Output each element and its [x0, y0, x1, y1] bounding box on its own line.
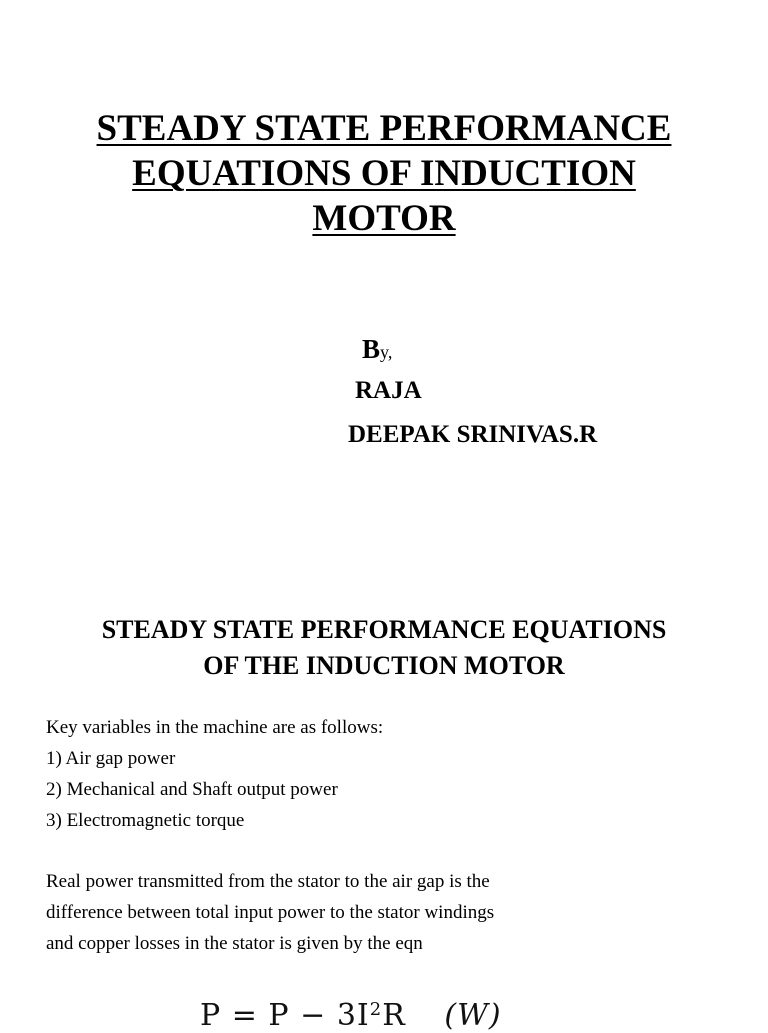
heading-line: STEADY STATE PERFORMANCE EQUATIONS	[101, 615, 667, 644]
list-item: 3) Electromagnetic torque	[46, 810, 245, 831]
air-gap-power-equation: $P = P - 3I^2R$ (W)	[200, 998, 502, 1033]
title-line: EQUATIONS OF INDUCTION	[132, 153, 636, 194]
body-paragraph	[46, 866, 726, 959]
section-heading	[0, 612, 768, 684]
title-line: STEADY STATE PERFORMANCE	[96, 108, 672, 149]
list-item: 1) Air gap power	[46, 748, 176, 769]
list-item: 2) Mechanical and Shaft output power	[46, 779, 338, 800]
title-line: MOTOR	[312, 198, 456, 239]
paragraph-line: and copper losses in the stator is given by the eqn	[46, 933, 423, 954]
list-intro: Key variables in the machine are as follows:	[46, 717, 384, 738]
document-title	[0, 106, 768, 241]
paragraph-line: difference between total input power to the stator windings	[46, 902, 495, 923]
author-name: RAJA	[355, 377, 422, 404]
paragraph-line: Real power transmitted from the stator to the air gap is the	[46, 871, 490, 892]
key-variables-list	[46, 712, 726, 836]
byline-label: By,	[362, 334, 393, 364]
heading-line: OF THE INDUCTION MOTOR	[203, 651, 565, 680]
author-name: DEEPAK SRINIVAS.R	[348, 421, 598, 448]
